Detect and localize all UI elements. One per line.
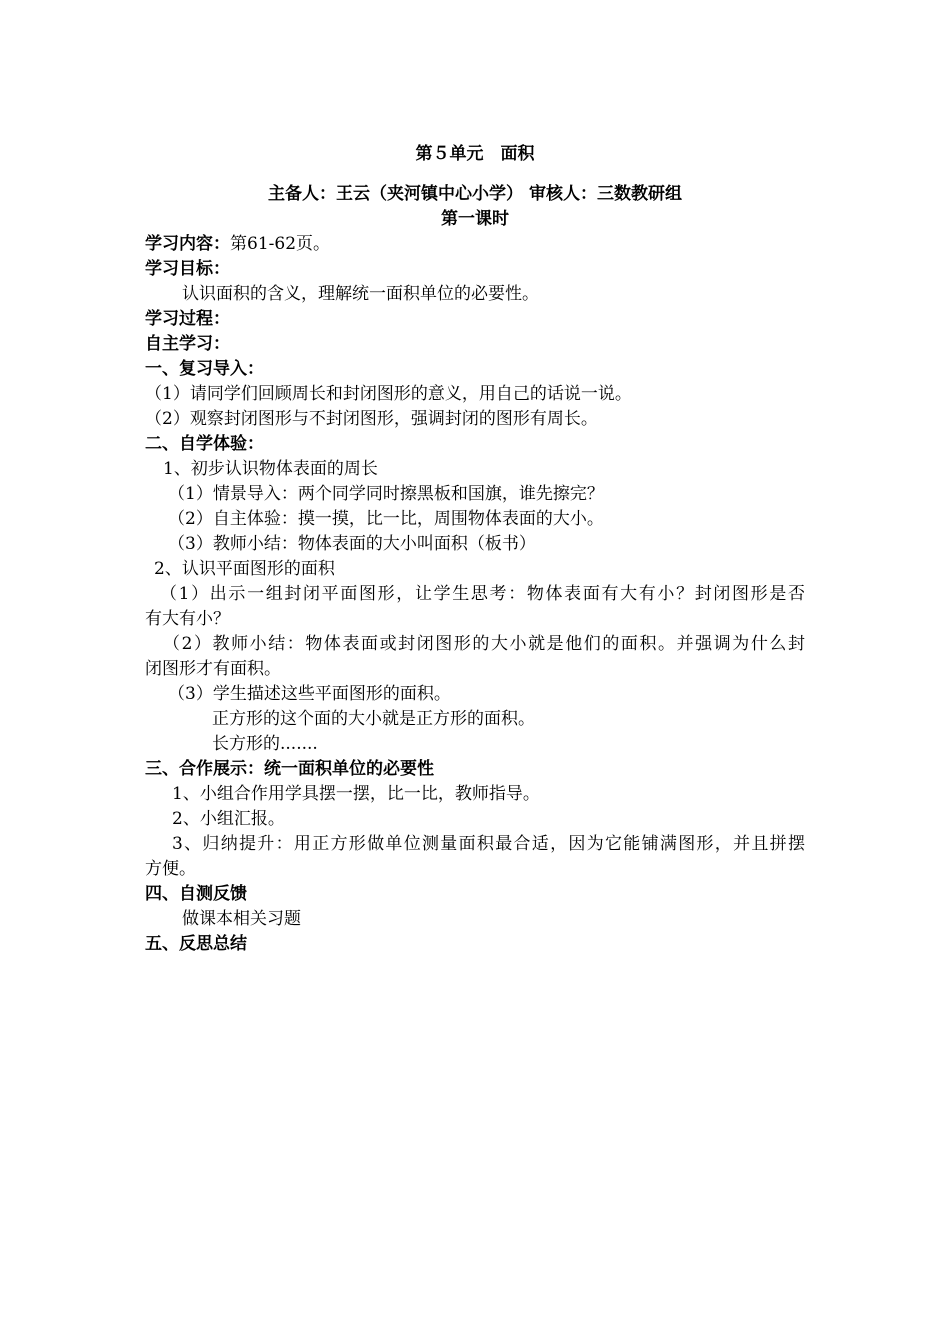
content-line — [145, 232, 330, 256]
section2-heading: 二、自学体验： — [145, 434, 264, 454]
section4-text: 做课本相关习题 — [182, 909, 301, 929]
content-label: 学习内容： — [145, 234, 230, 254]
section1-heading: 一、复习导入： — [145, 359, 264, 379]
section2-sub1-item-3: （3）教师小结：物体表面的大小叫面积（板书） — [168, 534, 536, 554]
objective-label: 学习目标： — [145, 259, 230, 279]
content-value: 第61-62页。 — [230, 234, 331, 254]
objective-text: 认识面积的含义，理解统一面积单位的必要性。 — [182, 284, 539, 304]
section3-heading: 三、合作展示：统一面积单位的必要性 — [145, 759, 434, 779]
lesson-title: 第一课时 — [441, 209, 509, 229]
section1-item-2: （2）观察封闭图形与不封闭图形，强调封闭的图形有周长。 — [145, 409, 598, 429]
section4-heading: 四、自测反馈 — [145, 884, 247, 904]
section2-sub2-item3-square: 正方形的这个面的大小就是正方形的面积。 — [212, 709, 535, 729]
section3-item3-line2: 方便。 — [145, 859, 196, 879]
section2-sub2-item2-line2: 闭图形才有面积。 — [145, 659, 281, 679]
section2-sub2-item2-line1: （2）教师小结：物体表面或封闭图形的大小就是他们的面积。并强调为什么封 — [163, 634, 805, 654]
section2-sub2-item1-line2: 有大有小？ — [145, 609, 230, 629]
section2-sub1-item-2: （2）自主体验：摸一摸，比一比，周围物体表面的大小。 — [168, 509, 604, 529]
section3-item-1: 1、小组合作用学具摆一摆，比一比，教师指导。 — [172, 784, 540, 804]
unit-title: 第５单元 面积 — [415, 144, 535, 164]
section2-sub2-item3: （3）学生描述这些平面图形的面积。 — [168, 684, 451, 704]
section3-item3-line1: 3、归纳提升：用正方形做单位测量面积最合适，因为它能铺满图形，并且拼摆 — [172, 834, 805, 854]
section1-item-1: （1）请同学们回顾周长和封闭图形的意义，用自己的话说一说。 — [145, 384, 632, 404]
authors-line: 主备人：王云（夹河镇中心小学） 审核人：三数教研组 — [268, 184, 682, 204]
section2-sub1-title: 1、初步认识物体表面的周长 — [163, 459, 378, 479]
section2-sub2-item1-line1: （1）出示一组封闭平面图形，让学生思考：物体表面有大有小？封闭图形是否 — [160, 584, 805, 604]
process-label: 学习过程： — [145, 309, 230, 329]
section3-item-2: 2、小组汇报。 — [172, 809, 285, 829]
section2-sub2-item3-rectangle: 长方形的....... — [212, 734, 318, 754]
self-study-label: 自主学习： — [145, 334, 230, 354]
section2-sub2-title: 2、认识平面图形的面积 — [154, 559, 335, 579]
section2-sub1-item-1: （1）情景导入：两个同学同时擦黑板和国旗，谁先擦完？ — [168, 484, 604, 504]
section5-heading: 五、反思总结 — [145, 934, 247, 954]
